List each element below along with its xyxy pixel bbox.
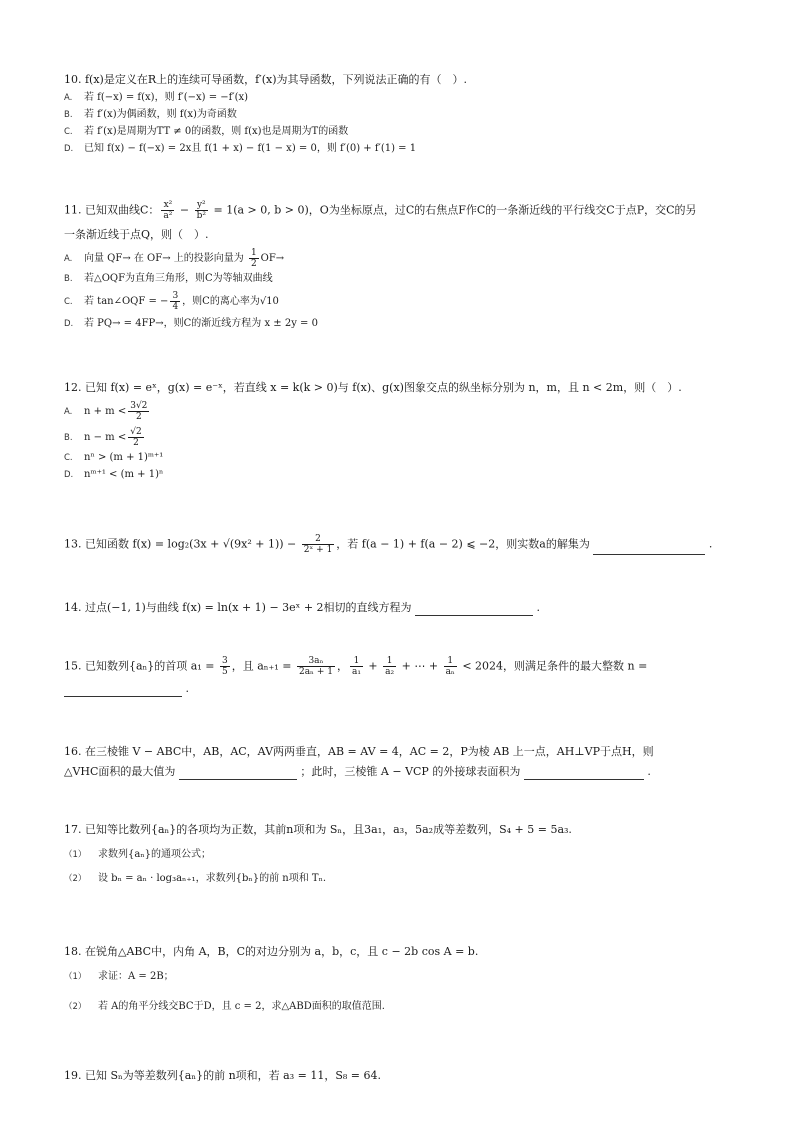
question-12-option-c: C. nⁿ > (m + 1)ᵐ⁺¹ (64, 452, 164, 463)
answer-blank[interactable] (415, 603, 533, 616)
question-10-option-d: D. 已知 f(x) − f(−x) = 2x且 f(1 + x) − f(1 − x) = 0，则 f′(0) + f′(1) = 1 (64, 143, 417, 154)
question-10-stem: 10. f(x)是定义在R上的连续可导函数，f′(x)为其导函数，下列说法正确的有（ ）. (64, 73, 467, 86)
question-11-option-c: C. 若 tan∠OQF = − $\frac{3}{4}$ ，则C的离心率为√10 (64, 291, 279, 312)
fraction: $\frac{1}{\text{a₂}}$ (385, 656, 395, 677)
question-10 (64, 72, 744, 156)
question-18: 18. 在锐角△ABC中，内角 A，B，C的对边分别为 a，b，c，且 c − 2b cos A = b. （1） 求证：A = 2B； （2） 若 A的角平分线交BC于D，且 c = 2，求△ABD面积的取值范围. (64, 944, 744, 1014)
fraction: $\frac{3}{4}$ (172, 291, 179, 312)
question-15: 15. 已知数列{aₙ}的首项 a₁ = $\frac{3}{5}$ ，且 aₙ₊₁ = $\frac{\text{3aₙ}}{\text{2aₙ + 1}}$ ， $\frac{1}{\text{a₁}}$ + $\frac{1}{\text{a₂}}$ + ⋯ + $\frac{1}{\text{aₙ}}$ < 2024，则满足条件的最大整数 n = . (64, 656, 648, 695)
question-12 (64, 380, 744, 482)
fraction: $\frac{√2}{2}$ (130, 427, 142, 448)
fraction: $\frac{\text{3aₙ}}{\text{2aₙ + 1}}$ (298, 656, 333, 677)
question-17-part-1: （1） 求数列{aₙ}的通项公式； (64, 849, 212, 860)
question-13: 13. 已知函数 f(x) = log₂(3x + √(9x² + 1)) − $\frac{2}{\text{2ˣ + 1}}$ ，若 f(a − 1) + f(a − 2) ⩽ −2，则实数a的解集为 . (64, 534, 713, 555)
question-11 (64, 200, 744, 331)
answer-blank[interactable] (593, 542, 705, 555)
fraction: $\frac{3}{5}$ (221, 656, 228, 677)
question-17: 17. 已知等比数列{aₙ}的各项均为正数，其前n项和为 Sₙ，且3a₁，a₃，5a₂成等差数列，S₄ + 5 = 5a₃. （1） 求数列{aₙ}的通项公式； （2） 设 bₙ = aₙ · log₃aₙ₊₁，求数列{bₙ}的前 n项和 Tₙ. (64, 822, 744, 886)
fraction: $\frac{3√2}{2}$ (130, 401, 148, 422)
question-11-stem: 11. 已知双曲线C： $\frac{\text{x²}}{\text{a²}}$ − $\frac{\text{y²}}{\text{b²}}$ = 1(a > 0, b > 0)，O为坐标原点，过C的右焦点F作C的一条渐近线的平行线交C于点P，交C的另 (64, 200, 697, 221)
question-19: 19. 已知 Sₙ为等差数列{aₙ}的前 n项和，若 a₃ = 11，S₈ = 64. (64, 1069, 381, 1082)
fraction: $\frac{1}{\text{aₙ}}$ (445, 656, 455, 677)
answer-blank[interactable] (64, 684, 182, 697)
answer-blank[interactable] (524, 767, 644, 780)
question-10-option-b: B. 若 f′(x)为偶函数，则 f(x)为奇函数 (64, 109, 237, 120)
fraction: $\frac{1}{2}$ (250, 248, 257, 269)
answer-blank[interactable] (179, 767, 297, 780)
fraction: $\frac{\text{x²}}{\text{a²}}$ (163, 200, 173, 221)
question-10-option-c: C. 若 f′(x)是周期为TT ≠ 0的函数，则 f(x)也是周期为T的函数 (64, 126, 349, 137)
question-11-option-a: A. 向量 QF→ 在 OF→ 上的投影向量为 $\frac{1}{2}$ OF→ (64, 248, 285, 269)
fraction: $\frac{\text{y²}}{\text{b²}}$ (196, 200, 206, 221)
question-12-option-d: D. nᵐ⁺¹ < (m + 1)ⁿ (64, 469, 164, 480)
question-18-part-1: （1） 求证：A = 2B； (64, 971, 174, 982)
question-16: 16. 在三棱锥 V − ABC中，AB，AC，AV两两垂直，AB = AV = 4，AC = 2，P为棱 AB 上一点，AH⊥VP于点H，则 △VHC面积的最大值为 ；此时，三棱锥 A − VCP 的外接球表面积为 . (64, 745, 654, 778)
fraction: $\frac{1}{\text{a₁}}$ (351, 656, 361, 677)
question-11-option-b: B. 若△OQF为直角三角形，则C为等轴双曲线 (64, 273, 273, 284)
question-14: 14. 过点(−1, 1)与曲线 f(x) = ln(x + 1) − 3eˣ + 2相切的直线方程为 . (64, 601, 541, 614)
question-12-option-a: A. n + m < $\frac{3√2}{2}$ (64, 401, 148, 422)
fraction: $\frac{2}{\text{2ˣ + 1}}$ (303, 534, 333, 555)
question-11-option-d: D. 若 PQ→ = 4FP→，则C的渐近线方程为 x ± 2y = 0 (64, 318, 318, 329)
question-18-part-2: （2） 若 A的角平分线交BC于D，且 c = 2，求△ABD面积的取值范围. (64, 1001, 385, 1012)
question-12-stem: 12. 已知 f(x) = eˣ，g(x) = e⁻ˣ，若直线 x = k(k > 0)与 f(x)、g(x)图象交点的纵坐标分别为 n，m，且 n < 2m，则（ ）. (64, 381, 682, 394)
question-11-stem-cont: 一条渐近线于点Q，则（ ）. (64, 228, 209, 241)
question-12-option-b: B. n − m < $\frac{√2}{2}$ (64, 427, 142, 448)
question-10-option-a: A. 若 f(−x) = f(x)，则 f′(−x) = −f′(x) (64, 92, 249, 103)
question-17-part-2: （2） 设 bₙ = aₙ · log₃aₙ₊₁，求数列{bₙ}的前 n项和 Tₙ. (64, 873, 327, 884)
